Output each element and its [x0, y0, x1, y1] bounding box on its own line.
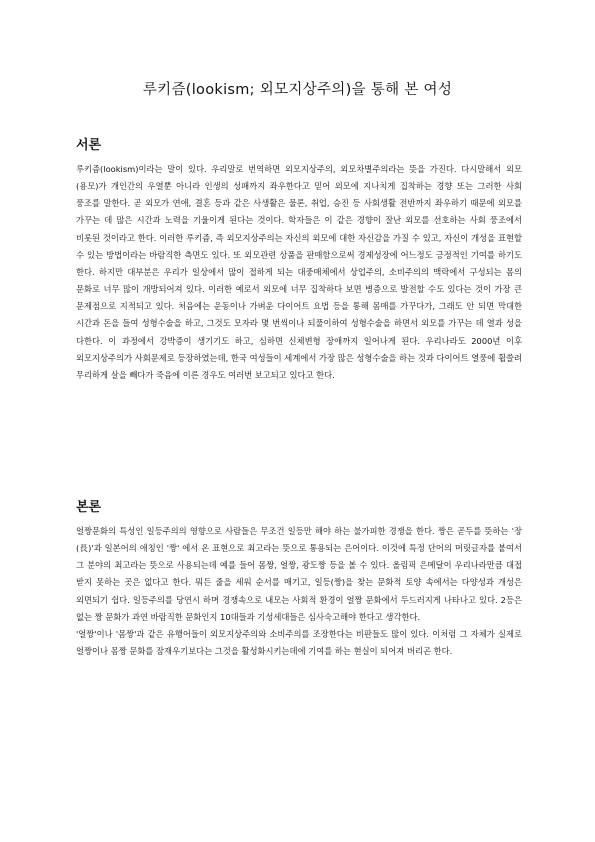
body-heading: 본론 — [76, 500, 102, 515]
intro-section — [76, 134, 522, 384]
body-section — [76, 496, 522, 660]
body-paragraph-2: '얼짱'이나 '몸짱'과 같은 유행어들이 외모지상주의와 소비주의를 조장한다는 비판들도 많이 있다. 이처럼 그 자체가 실제로 얼짱이나 몸짱 문화를 잠재우기보다는 그것을 활성화시키는데에 기여를 하는 현실이 되어져 버리곤 한다. — [76, 628, 522, 657]
intro-heading: 서론 — [76, 138, 102, 153]
document-title: 루키즘(lookism; 외모지상주의)을 통해 본 여성 — [142, 82, 453, 98]
intro-paragraph: 루키즘(lookism)이라는 말이 있다. 우리말로 번역하면 외모지상주의, 외모차별주의라는 뜻을 가진다. 다시말해서 외모(용모)가 개인간의 우열뿐 아니라 인생의 성패까지 좌우한다고 믿어 외모에 지나치게 집착하는 경향 또는 그러한 사회 풍조를 말한다. 곧 외모가 연애, 결혼 등과 같은 사생활은 물론, 취업, 승진 등 사회생활 전반까지 좌우하기 때문에 외모를 가꾸는 데 많은 시간과 노력을 기울이게 된다는 것이다. 학자들은 이 같은 경향이 잘난 외모를 선호하는 사회 풍조에서 비롯된 것이라고 한다. 이러한 루키즘, 즉 외모지상주의는 자신의 외모에 대한 자신감을 가질 수 있고, 자신이 개성을 표현할 수 있는 방법이라는 바람직한 측면도 있다. 또 외모관련 상품을 판매함으로써 경제성장에 어느정도 긍정적인 기여를 하기도 한다. 하지만 대부분은 우리가 일상에서 많이 접하게 되는 대중매체에서 상업주의, 소비주의의 맥락에서 구성되는 몸의 문화로 너무 많이 개방되어져 있다. 이러한 예로서 외모에 너무 집착하다 보면 병증으로 발전할 수도 있다는 것이 가장 큰 문제점으로 지적되고 있다. 처음에는 운동이나 가벼운 다이어트 요법 등을 통해 몸매를 가꾸다가, 그래도 안 되면 막대한 시간과 돈을 들여 성형수술을 하고, 그것도 모자라 몇 번씩이나 되풀이하여 성형수술을 하면서 외모를 가꾸는 데 열과 성을 다한다. 이 과정에서 강박증이 생기기도 하고, 심하면 신체변형 장애까지 일어나게 된다. 우리나라도 2000년 이후 외모지상주의가 사회문제로 등장하였는데, 한국 여성들이 세계에서 가장 많은 성형수술을 하는 것과 다이어트 열풍에 휩쓸려 무리하게 살을 빼다가 죽음에 이른 경우도 여러번 보고되고 있다고 한다. — [76, 164, 522, 380]
body-paragraph-1: 얼짱문화의 특성인 일등주의의 영향으로 사람들은 무조건 일등만 해야 하는 불가피한 경쟁을 한다. 짱은 곧두를 뜻하는 '장(長)'과 일본어의 애칭인 '짱' 에서 온 표현으로 최고라는 뜻으로 통용되는 은어이다. 이것에 특정 단어의 머릿글자를 붙여서 그 분야의 최고라는 뜻으로 사용되는데 예를 들어 몸짱, 얼짱, 광도짱 등을 볼 수 있다. 올림픽 은메달이 우리나라만큼 대접 받지 못하는 곳은 없다고 한다. 뭐든 줄을 세워 순서를 매기고, 일등(짱)을 찾는 문화적 토양 속에서는 다양성과 개성은 외면되기 쉽다. 일등주의를 당연시 하며 경쟁속으로 내모는 사회적 환경이 얼짱 문화에서 두드러지게 나타나고 있다. 2등은 없는 짱 문화가 과연 바람직한 문화인지 10대들과 기성세대들은 심사숙고해야 한다고 생각한다. — [76, 526, 522, 622]
